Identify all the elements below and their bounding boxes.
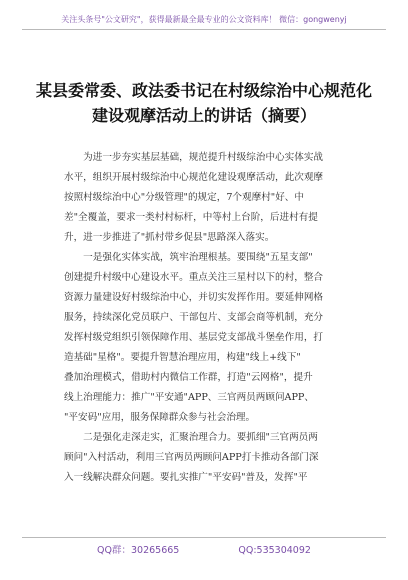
text-line: 服务，持续深化党员联户、干部包片、支部会商等机制，充分 — [64, 312, 324, 323]
text-line: 顾问"入村活动，利用三官两员两顾问APP打卡推动各部门深 — [64, 452, 319, 463]
header-divider — [22, 29, 386, 30]
text-line: 差"全覆盖，要求一类村村标杆，中等村上台阶，后进村有提 — [64, 212, 318, 223]
text-line: 升，进一步推进了"抓村带乡促县"思路深入落实。 — [64, 232, 275, 243]
paragraph-point-one — [64, 248, 350, 428]
text-line: "平安码"应用，服务保障群众参与社会治理。 — [64, 412, 256, 423]
text-line: 叠加治理模式，借助村内微信工作群，打造"云网格"，提升 — [64, 372, 313, 383]
footer-qq-contact: QQ:535304092 — [238, 545, 311, 556]
text-line: 资源力量建设好村级综治中心，并切实发挥作用。要延伸网格 — [64, 292, 324, 303]
title-line-2: 建设观摩活动上的讲话（摘要） — [91, 106, 316, 125]
page-header-banner: 关注头条号"公文研究"，获得最新最全最专业的公文资料库！ 微信：gongwenyj — [61, 15, 347, 24]
page-footer — [0, 542, 408, 556]
footer-divider — [22, 537, 386, 538]
text-line: 创建提升村级中心建设水平。重点关注三星村以下的村，整合 — [64, 272, 324, 283]
paragraph-point-two — [64, 428, 350, 488]
text-line: 造基础"星格"。要提升智慧治理应用，构建"线上+线下" — [64, 352, 301, 363]
text-line: 发挥村级党组织引领保障作用、基层党支部战斗堡垒作用，打 — [64, 332, 324, 343]
document-body — [64, 148, 350, 488]
text-line: 水平，组织开展村级综治中心规范化建设观摩活动，此次观摩 — [64, 172, 324, 183]
text-line: 为进一步夯实基层基础，规范提升村级综治中心实体实战 — [64, 152, 324, 163]
text-line: 一是强化实体实战，筑牢治理根基。要围绕"五星支部" — [64, 252, 313, 263]
footer-qq-group: QQ群：30265665 — [97, 545, 180, 556]
document-title — [26, 78, 382, 128]
text-line: 入一线解决群众问题。要扎实推广"平安码"普及，发挥"平 — [64, 472, 308, 483]
text-line: 线上治理能力：推广"平安通"APP、三官两员两顾问APP、 — [64, 392, 314, 403]
title-line-1: 某县委常委、政法委书记在村级综治中心规范化 — [35, 81, 372, 100]
text-line: 二是强化走深走实，汇聚治理合力。要抓细"三官两员两 — [64, 432, 318, 443]
text-line: 按照村级综治中心"分级管理"的规定，7个观摩村"好、中 — [64, 192, 304, 203]
paragraph-intro — [64, 148, 350, 248]
